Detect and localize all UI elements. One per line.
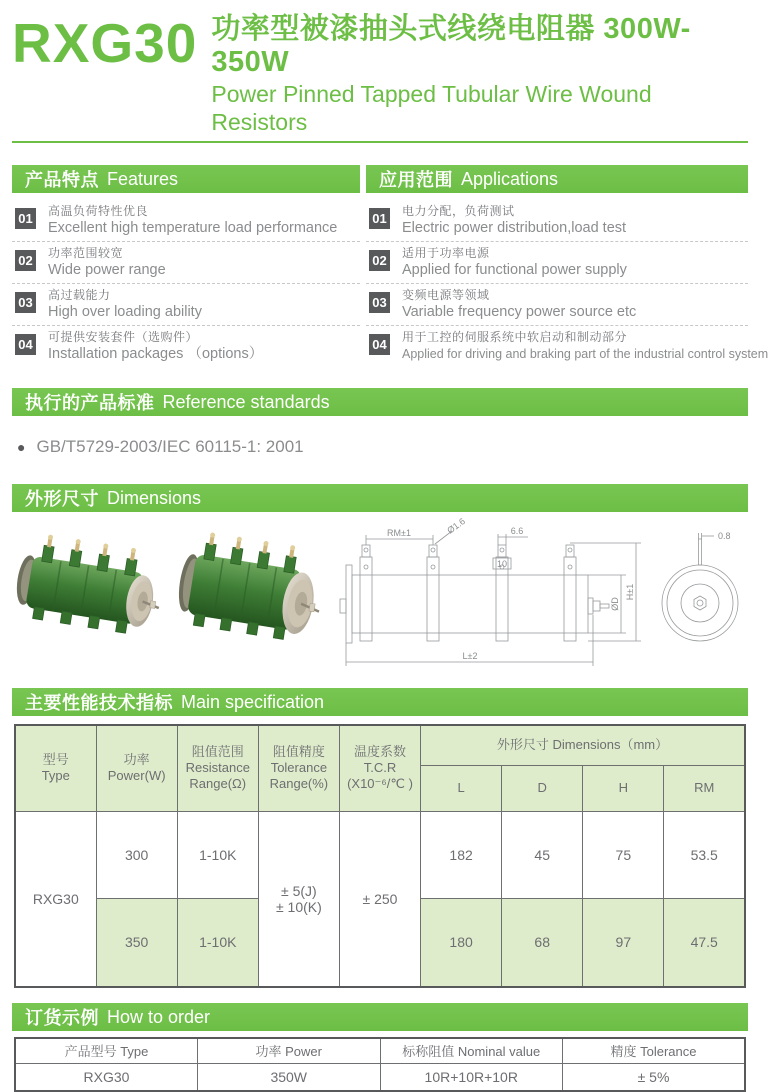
order-header-tolerance: 精度 Tolerance [563,1038,746,1063]
spec-cell-L: 180 [421,898,502,987]
header-divider [12,141,748,143]
spec-table [14,724,746,988]
list-item [366,245,748,284]
item-text-en: High over loading ability [48,304,202,320]
resistor-photo-long [12,533,167,658]
standard-text: GB/T5729-2003/IEC 60115-1: 2001 [36,437,304,456]
item-text-zh: 高温负荷特性优良 [48,204,149,218]
spec-cell-resistance: 1-10K [177,811,258,898]
dim-label-height: H±1 [625,583,635,601]
spec-cell-resistance: 1-10K [177,898,258,987]
dim-label-length: L±2 [462,651,478,661]
item-text-en: Wide power range [48,262,166,278]
dim-label-end-pin: 0.8 [718,531,731,541]
applications-heading-zh: 应用范围 [379,170,453,190]
page-title-zh: 功率型被漆抽头式线绕电阻器 300W-350W [211,13,691,78]
item-number-badge: 02 [369,250,390,271]
item-number-badge: 04 [369,334,390,355]
spec-cell-power: 300 [96,811,177,898]
spec-cell-L: 182 [421,811,502,898]
product-model: RXG30 [12,12,198,74]
standards-heading-zh: 执行的产品标准 [25,393,155,413]
item-number-badge: 01 [369,208,390,229]
table-row [15,811,745,898]
order-cell-type: RXG30 [15,1063,198,1091]
order-heading-en: How to order [107,1006,211,1027]
item-text-en: Applied for driving and braking part of the industrial control system [402,347,768,361]
spec-header-D: D [502,765,583,811]
features-list [12,203,360,367]
item-number-badge: 01 [15,208,36,229]
standards-heading-bar [12,388,748,416]
resistor-photo-short [175,535,330,665]
spec-cell-power: 350 [96,898,177,987]
features-heading-en: Features [107,168,179,189]
item-text-en: Applied for functional power supply [402,262,627,278]
item-number-badge: 03 [15,292,36,313]
item-text-en: Installation packages （options） [48,346,264,362]
spec-heading-en: Main specification [181,691,325,712]
dimension-figures [12,516,748,677]
applications-list [366,203,768,367]
list-item [12,287,360,326]
order-cell-tolerance: ± 5% [563,1063,746,1091]
list-item [12,203,360,242]
spec-cell-D: 45 [502,811,583,898]
spec-cell-RM: 53.5 [664,811,745,898]
list-item [12,245,360,284]
order-cell-nominal: 10R+10R+10R [380,1063,563,1091]
features-section [12,165,360,370]
item-number-badge: 03 [369,292,390,313]
item-text-zh: 可提供安装套件（选购件） [48,330,199,344]
dim-label-rm: RM±1 [387,528,411,538]
order-header-nominal: 标称阻值 Nominal value [380,1038,563,1063]
spec-header-dimensions-group: 外形尺寸 Dimensions（mm） [421,725,745,765]
spec-cell-RM: 47.5 [664,898,745,987]
spec-header-H: H [583,765,664,811]
dim-label-body-dia: ØD [610,597,620,611]
order-header-power: 功率 Power [198,1038,381,1063]
list-item [12,329,360,367]
spec-heading-zh: 主要性能技术指标 [25,693,173,713]
spec-heading-bar [12,688,748,716]
features-heading-bar [12,165,360,193]
spec-header-power: 功率 Power(W) [96,725,177,811]
spec-header-tcr: 温度系数 T.C.R (X10⁻⁶/℃ ) [339,725,420,811]
item-text-en: Excellent high temperature load performance [48,220,338,236]
spec-cell-D: 68 [502,898,583,987]
item-text-zh: 适用于功率电源 [402,246,490,260]
spec-header-tolerance: 阻值精度 Tolerance Range(%) [258,725,339,811]
spec-header-L: L [421,765,502,811]
order-cell-power: 350W [198,1063,381,1091]
item-text-zh: 用于工控的伺服系统中软启动和制动部分 [402,330,628,344]
spec-cell-H: 75 [583,811,664,898]
bullet-icon: ● [17,439,26,455]
dimensions-heading-en: Dimensions [107,487,202,508]
list-item [366,203,748,242]
order-heading-zh: 订货示例 [25,1008,99,1028]
item-text-en: Electric power distribution,load test [402,220,627,236]
dim-label-pin-dia: Ø1.6 [445,516,467,536]
spec-header-type: 型号 Type [15,725,96,811]
dimensions-heading-zh: 外形尺寸 [25,489,99,509]
applications-heading-bar [366,165,748,193]
spec-cell-type: RXG30 [15,811,96,987]
applications-section [366,165,768,370]
dim-label-pin-width: 6.6 [510,526,524,536]
item-text-zh: 功率范围较宽 [48,246,124,260]
item-text-zh: 高过载能力 [48,288,111,302]
features-heading-zh: 产品特点 [25,170,99,190]
features-applications-row [12,165,768,370]
item-number-badge: 02 [15,250,36,271]
order-heading-bar [12,1003,748,1031]
order-header-type: 产品型号 Type [15,1038,198,1063]
item-text-zh: 电力分配，负荷测试 [402,204,515,218]
spec-cell-tolerance: ± 5(J) ± 10(K) [258,811,339,987]
page-title-en: Power Pinned Tapped Tubular Wire Wound Resistors [211,81,652,135]
spec-header-resistance: 阻值范围 Resistance Range(Ω) [177,725,258,811]
item-text-en: Variable frequency power source etc [402,304,637,320]
dim-label-tab-width: 10 [496,559,508,569]
spec-header-RM: RM [664,765,745,811]
spec-cell-H: 97 [583,898,664,987]
spec-cell-tcr: ± 250 [339,811,420,987]
order-table [14,1037,746,1092]
dimensions-heading-bar [12,484,748,512]
standards-heading-en: Reference standards [162,391,330,412]
standard-entry [12,437,748,457]
applications-heading-en: Applications [461,168,559,189]
list-item [366,287,748,326]
item-text-zh: 变频电源等领域 [402,288,490,302]
page-header [12,10,748,136]
title-block [211,10,748,136]
table-row [15,1063,745,1091]
dimension-drawing [340,516,756,675]
item-number-badge: 04 [15,334,36,355]
list-item [366,329,768,367]
